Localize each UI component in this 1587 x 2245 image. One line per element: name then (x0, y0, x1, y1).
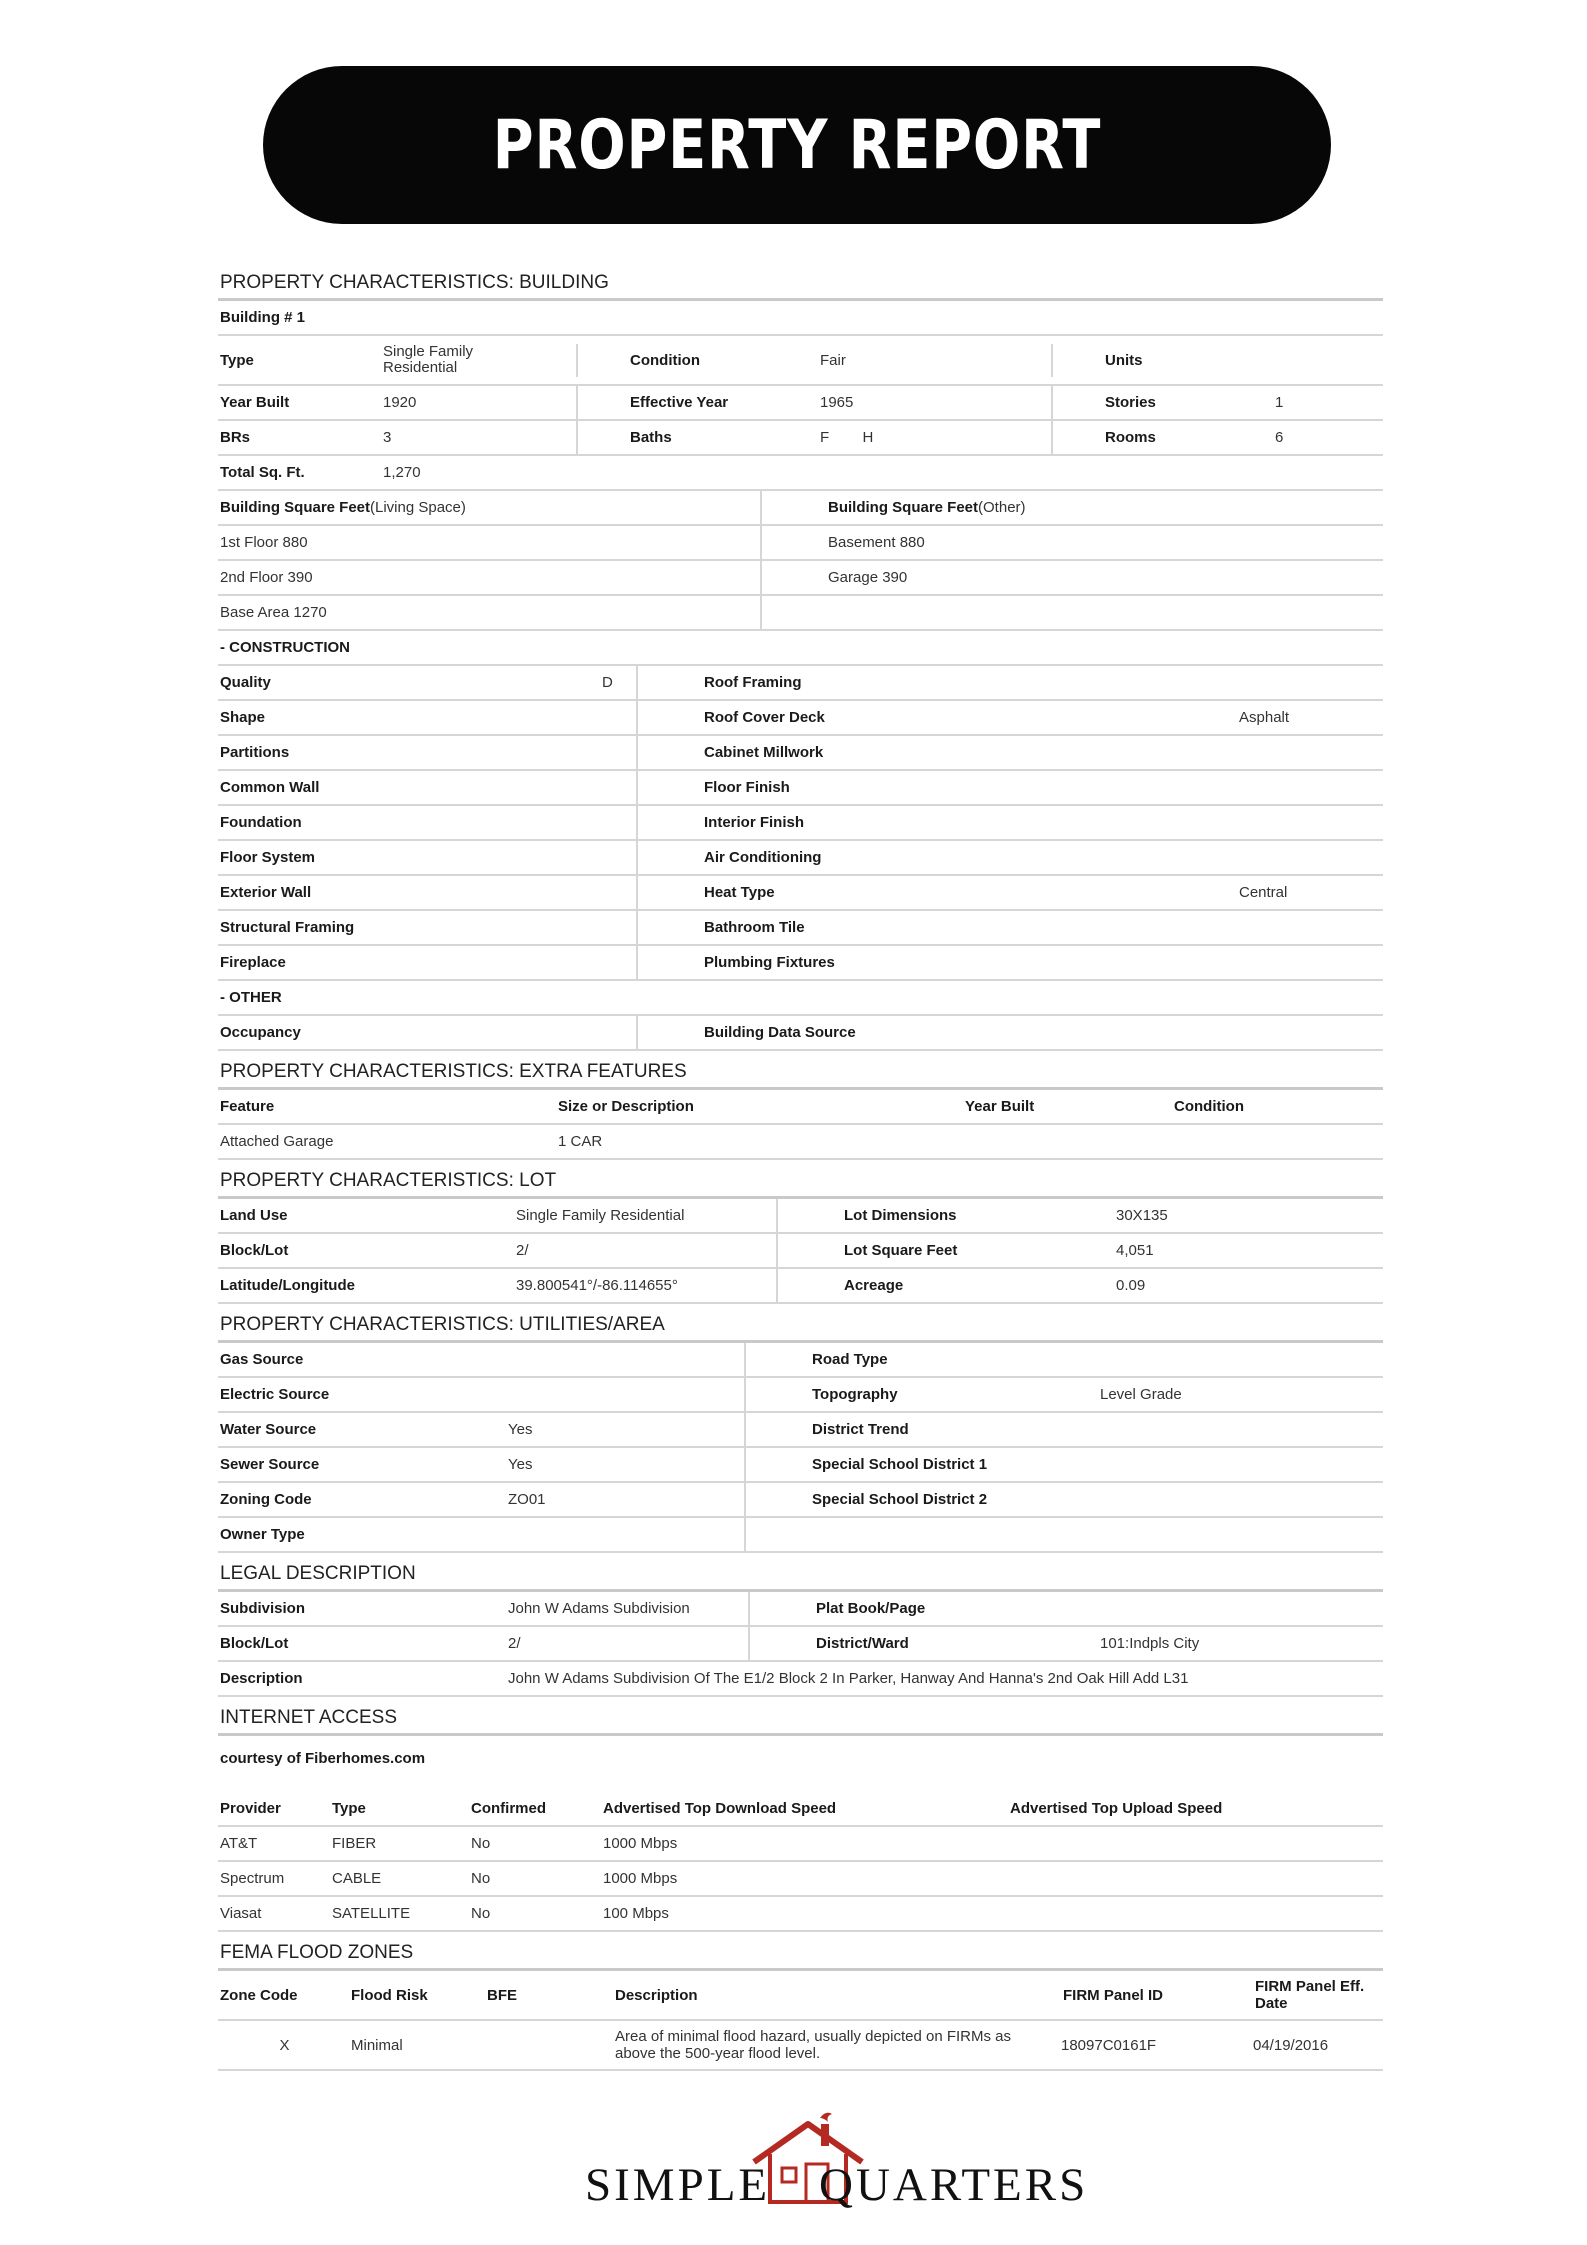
table-cell: SATELLITE (332, 1905, 411, 1922)
section-title-utilities: PROPERTY CHARACTERISTICS: UTILITIES/AREA (218, 1310, 1383, 1343)
other-title: - OTHER (220, 989, 282, 1006)
building-row (218, 336, 1383, 386)
field-label: Foundation (220, 814, 302, 831)
column-header: FIRM Panel ID (1063, 1986, 1164, 2004)
section-title-fema: FEMA FLOOD ZONES (218, 1938, 1383, 1971)
column-header: FIRM Panel Eff. Date (1255, 1978, 1365, 2012)
lot-row (218, 1199, 1383, 1234)
construction-row (218, 736, 1383, 771)
logo-word-left: SIMPLE (585, 2159, 771, 2211)
field-label: Year Built (220, 394, 290, 411)
construction-row (218, 771, 1383, 806)
field-label: Roof Framing (704, 674, 802, 691)
table-cell: Spectrum (220, 1870, 285, 1887)
table-cell: No (471, 1870, 491, 1887)
internet-header (218, 1792, 1383, 1827)
column-header: Provider (220, 1800, 281, 1817)
field-value: Yes (508, 1456, 533, 1473)
table-cell: 18097C0161F (1061, 2036, 1157, 2054)
construction-title: - CONSTRUCTION (220, 639, 350, 656)
legal-row (218, 1627, 1383, 1662)
building-row (218, 386, 1383, 421)
internet-row (218, 1862, 1383, 1897)
living-sqft-value: 2nd Floor 390 (220, 569, 313, 586)
construction-row (218, 876, 1383, 911)
field-label: Building Data Source (704, 1024, 856, 1041)
section-title-building: PROPERTY CHARACTERISTICS: BUILDING (218, 268, 1383, 301)
field-value: Level Grade (1100, 1386, 1182, 1403)
field-label: Subdivision (220, 1600, 306, 1617)
field-value: D (602, 674, 613, 691)
column-header: Condition (1174, 1098, 1244, 1115)
field-value: Single Family Residential (516, 1207, 685, 1224)
field-label: Total Sq. Ft. (220, 464, 305, 481)
field-label: Land Use (220, 1207, 288, 1224)
sqft-header-row (218, 491, 1383, 526)
field-label: Water Source (220, 1421, 317, 1438)
field-value: 3 (383, 429, 392, 446)
field-label: Common Wall (220, 779, 320, 796)
column-header: Advertised Top Download Speed (603, 1800, 837, 1817)
report-body (218, 262, 1383, 2071)
utility-row (218, 1483, 1383, 1518)
field-value: 1920 (383, 394, 417, 411)
simple-quarters-logo (585, 2102, 1089, 2212)
section-title-internet: INTERNET ACCESS (218, 1703, 1383, 1736)
field-label: BRs (220, 429, 251, 446)
building-number: Building # 1 (220, 309, 306, 326)
field-label: District/Ward (816, 1635, 909, 1652)
field-label: Lot Dimensions (844, 1207, 957, 1224)
section-title-extra-features: PROPERTY CHARACTERISTICS: EXTRA FEATURES (218, 1057, 1383, 1090)
field-label: Exterior Wall (220, 884, 312, 901)
field-label: Quality (220, 674, 271, 691)
field-label: Structural Framing (220, 919, 355, 936)
field-label: Baths (630, 429, 672, 446)
field-label: Interior Finish (704, 814, 805, 831)
extra-features-row (218, 1125, 1383, 1160)
field-value: Central (1239, 884, 1288, 901)
field-value: 0.09 (1116, 1277, 1146, 1294)
other-sqft-label: Building Square Feet (828, 499, 979, 516)
field-value: John W Adams Subdivision Of The E1/2 Block 2 In Parker, Hanway And Hanna's 2nd Oak Hill Add L31 (508, 1670, 1189, 1687)
field-label: Sewer Source (220, 1456, 320, 1473)
other-title-row (218, 981, 1383, 1016)
table-cell: 1 CAR (558, 1133, 603, 1150)
other-sqft-value: Garage 390 (828, 569, 908, 586)
internet-row (218, 1897, 1383, 1932)
construction-row (218, 841, 1383, 876)
construction-row (218, 701, 1383, 736)
section-title-lot: PROPERTY CHARACTERISTICS: LOT (218, 1166, 1383, 1199)
column-header: Size or Description (558, 1098, 694, 1115)
field-label: Rooms (1105, 429, 1156, 446)
field-label: Roof Cover Deck (704, 709, 825, 726)
column-header: BFE (487, 1986, 517, 2004)
field-label: Electric Source (220, 1386, 330, 1403)
field-label: Lot Square Feet (844, 1242, 958, 1259)
column-header: Zone Code (220, 1986, 298, 2004)
construction-row (218, 946, 1383, 981)
other-sqft-note: (Other) (978, 499, 1026, 516)
field-label: Fireplace (220, 954, 286, 971)
field-value: 101:Indpls City (1100, 1635, 1200, 1652)
column-header: Description (615, 1986, 698, 2004)
other-row (218, 1016, 1383, 1051)
field-value: 6 (1275, 429, 1284, 446)
field-value: Fair (820, 351, 846, 369)
field-label: Owner Type (220, 1526, 305, 1543)
internet-row (218, 1827, 1383, 1862)
field-value: 1 (1275, 394, 1284, 411)
field-label: Plumbing Fixtures (704, 954, 835, 971)
table-cell: 1000 Mbps (603, 1835, 678, 1852)
sqft-row (218, 596, 1383, 631)
table-cell: X (279, 2036, 290, 2054)
field-value: 1965 (820, 394, 854, 411)
internet-courtesy: courtesy of Fiberhomes.com (220, 1749, 426, 1767)
construction-row (218, 911, 1383, 946)
sqft-row (218, 526, 1383, 561)
table-cell: Viasat (220, 1905, 262, 1922)
field-label: District Trend (812, 1421, 909, 1438)
table-cell: Area of minimal flood hazard, usually depicted on FIRMs as above the 500-year flood level. (615, 2028, 1012, 2062)
sqft-row (218, 561, 1383, 596)
table-cell: Attached Garage (220, 1133, 334, 1150)
table-cell: No (471, 1835, 491, 1852)
utility-row (218, 1378, 1383, 1413)
field-value: ZO01 (508, 1491, 546, 1508)
extra-features-header (218, 1090, 1383, 1125)
utility-row (218, 1343, 1383, 1378)
other-sqft-value: Basement 880 (828, 534, 925, 551)
living-sqft-value: 1st Floor 880 (220, 534, 308, 551)
field-label: Floor Finish (704, 779, 790, 796)
field-label: Stories (1105, 394, 1156, 411)
field-label: Air Conditioning (704, 849, 822, 866)
living-sqft-value: Base Area 1270 (220, 604, 327, 621)
section-title-legal: LEGAL DESCRIPTION (218, 1559, 1383, 1592)
field-label: Shape (220, 709, 266, 726)
legal-row (218, 1592, 1383, 1627)
field-label: Type (220, 351, 254, 369)
lot-row (218, 1234, 1383, 1269)
column-header: Flood Risk (351, 1986, 428, 2004)
table-cell: CABLE (332, 1870, 382, 1887)
fema-header (218, 1971, 1383, 2021)
field-value: 39.800541°/-86.114655° (516, 1277, 678, 1294)
field-label: Occupancy (220, 1024, 301, 1041)
field-label: Partitions (220, 744, 290, 761)
field-label: Condition (630, 351, 700, 369)
legal-description-row (218, 1662, 1383, 1697)
utility-row (218, 1413, 1383, 1448)
field-label: Heat Type (704, 884, 775, 901)
page-title: PROPERTY REPORT (492, 105, 1102, 185)
field-value: 1,270 (383, 464, 421, 481)
table-cell: No (471, 1905, 491, 1922)
living-sqft-note: (Living Space) (370, 499, 466, 516)
construction-row (218, 806, 1383, 841)
fema-row (218, 2021, 1383, 2071)
field-label: Special School District 2 (812, 1491, 988, 1508)
field-label: Topography (812, 1386, 898, 1403)
field-value: Single Family Residential (383, 343, 478, 376)
utility-row (218, 1518, 1383, 1553)
field-value: 4,051 (1116, 1242, 1154, 1259)
field-value: Yes (508, 1421, 533, 1438)
column-header: Type (332, 1800, 366, 1817)
field-value: Asphalt (1239, 709, 1290, 726)
field-label: Latitude/Longitude (220, 1277, 355, 1294)
field-label: Block/Lot (220, 1242, 289, 1259)
construction-title-row (218, 631, 1383, 666)
table-cell: AT&T (220, 1835, 258, 1852)
field-label: Cabinet Millwork (704, 744, 824, 761)
column-header: Feature (220, 1098, 275, 1115)
table-cell: FIBER (332, 1835, 377, 1852)
field-label: Block/Lot (220, 1635, 289, 1652)
construction-row (218, 666, 1383, 701)
field-value: John W Adams Subdivision (508, 1600, 690, 1617)
living-sqft-label: Building Square Feet (220, 499, 371, 516)
title-banner (263, 66, 1331, 224)
table-cell: 04/19/2016 (1253, 2036, 1329, 2054)
field-label: Special School District 1 (812, 1456, 988, 1473)
building-number-row (218, 301, 1383, 336)
field-label: Description (220, 1670, 303, 1687)
column-header: Year Built (965, 1098, 1035, 1115)
field-label: Gas Source (220, 1351, 304, 1368)
field-value: F H (820, 429, 874, 446)
field-value: 30X135 (1116, 1207, 1168, 1224)
utility-row (218, 1448, 1383, 1483)
column-header: Advertised Top Upload Speed (1010, 1800, 1223, 1817)
field-label: Bathroom Tile (704, 919, 805, 936)
field-label: Units (1105, 351, 1143, 369)
table-cell: Minimal (351, 2036, 403, 2054)
field-label: Effective Year (630, 394, 729, 411)
table-cell: 100 Mbps (603, 1905, 669, 1922)
field-label: Floor System (220, 849, 316, 866)
lot-row (218, 1269, 1383, 1304)
field-value: 2/ (516, 1242, 529, 1259)
field-label: Acreage (844, 1277, 904, 1294)
logo-word-right: QUARTERS (819, 2159, 1089, 2211)
field-label: Zoning Code (220, 1491, 312, 1508)
column-header: Confirmed (471, 1800, 546, 1817)
field-label: Plat Book/Page (816, 1600, 926, 1617)
field-label: Road Type (812, 1351, 888, 1368)
field-value: 2/ (508, 1635, 521, 1652)
table-cell: 1000 Mbps (603, 1870, 678, 1887)
total-sqft-row (218, 456, 1383, 491)
building-row (218, 421, 1383, 456)
